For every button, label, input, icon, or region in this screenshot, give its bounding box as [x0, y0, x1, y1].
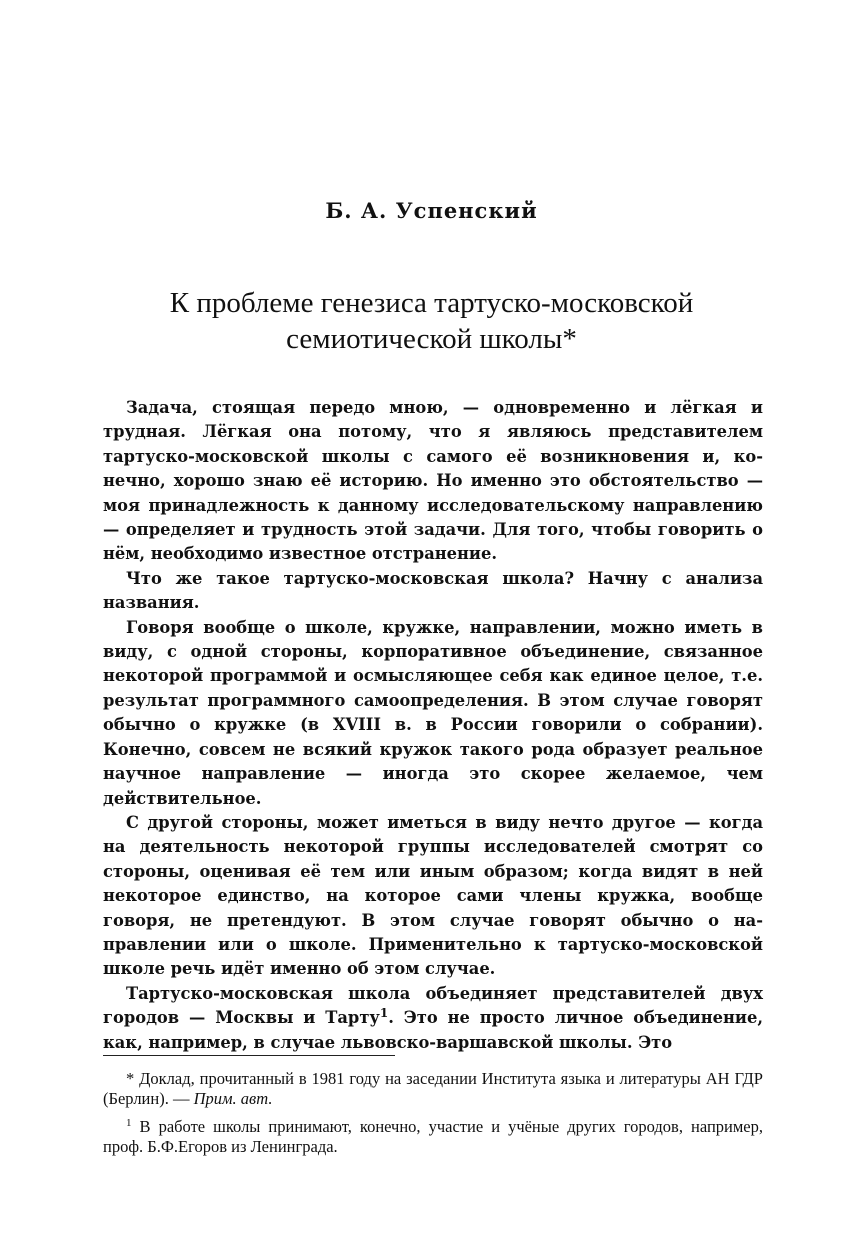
author-name: Б. А. Успенский: [325, 198, 538, 223]
footnote-star-text: Доклад, прочитанный в 1981 году на заседании Института языка и литературы АН ГДР (Берлин). —: [103, 1069, 763, 1108]
footnote-1-reference: 1: [379, 1006, 389, 1021]
footnote-separator: [103, 1055, 395, 1056]
title-line-2: семиотической школы: [286, 323, 563, 355]
paragraph-5-text-end: . Это не просто личное объединение, как, например, в случае львовско-варшавской школы. Это: [103, 1008, 763, 1052]
article-title: [60, 285, 803, 357]
title-footnote-marker: *: [562, 323, 577, 355]
paragraph-5: [103, 982, 763, 1055]
title-line-1: К проблеме генезиса тартуско-московской: [169, 287, 694, 319]
footnote-1-marker: 1: [126, 1117, 132, 1129]
footnote-1: [103, 1117, 763, 1157]
footnote-star-marker: *: [126, 1069, 135, 1088]
paragraph-3: Говоря вообще о школе, кружке, направлении, можно иметь в виду, с одной стороны, корпоративное объединение, связанное некоторой программой и осмысляющее себя как единое целое, т.е. результат программного самоопределения. В этом случае говорят обычно о кружке (в XVIII в. в России говорили о собрании). Конечно, совсем не всякий кружок такого рода образует реальное научное направление — иногда это скорее желаемое, чем действительное.: [103, 617, 763, 808]
article-body: [103, 396, 763, 1055]
paragraph-2: Что же такое тартуско-московская школа? Начну с анализа названия.: [103, 568, 763, 613]
footnotes: [103, 1069, 763, 1165]
paragraph-4: С другой стороны, может иметься в виду нечто другое — когда на деятельность некоторой группы исследователей смотрят со стороны, оценивая её тем или иным образом; когда видят в ней некоторое единство, на которое сами члены кружка, вообще говоря, не претендуют. В этом случае говорят обычно о направлении или о школе. Применительно к тартуско-московской школе речь идёт именно об этом случае.: [103, 812, 763, 979]
footnote-star-note: Прим. авт.: [193, 1089, 273, 1108]
paragraph-5-text-start: Тартуско-московская школа объединяет представителей двух городов — Москвы и Тарту: [103, 983, 763, 1028]
paragraph-1: Задача, стоящая передо мною, — одновременно и лёгкая и трудная. Лёгкая она потому, что я являюсь представителем тартуско-московской школы с самого её возникновения и, конечно, хорошо знаю её историю. Но именно это обстоятельство — моя принадлежность к данному исследовательскому направлению — определяет и трудность этой задачи. Для того, чтобы говорить о нём, необходимо известное отстранение.: [103, 398, 763, 564]
footnote-1-text: В работе школы принимают, конечно, участие и учёные других городов, например, проф. Б.Ф.Егоров из Ленинграда.: [103, 1117, 763, 1156]
footnote-star: [103, 1069, 763, 1109]
